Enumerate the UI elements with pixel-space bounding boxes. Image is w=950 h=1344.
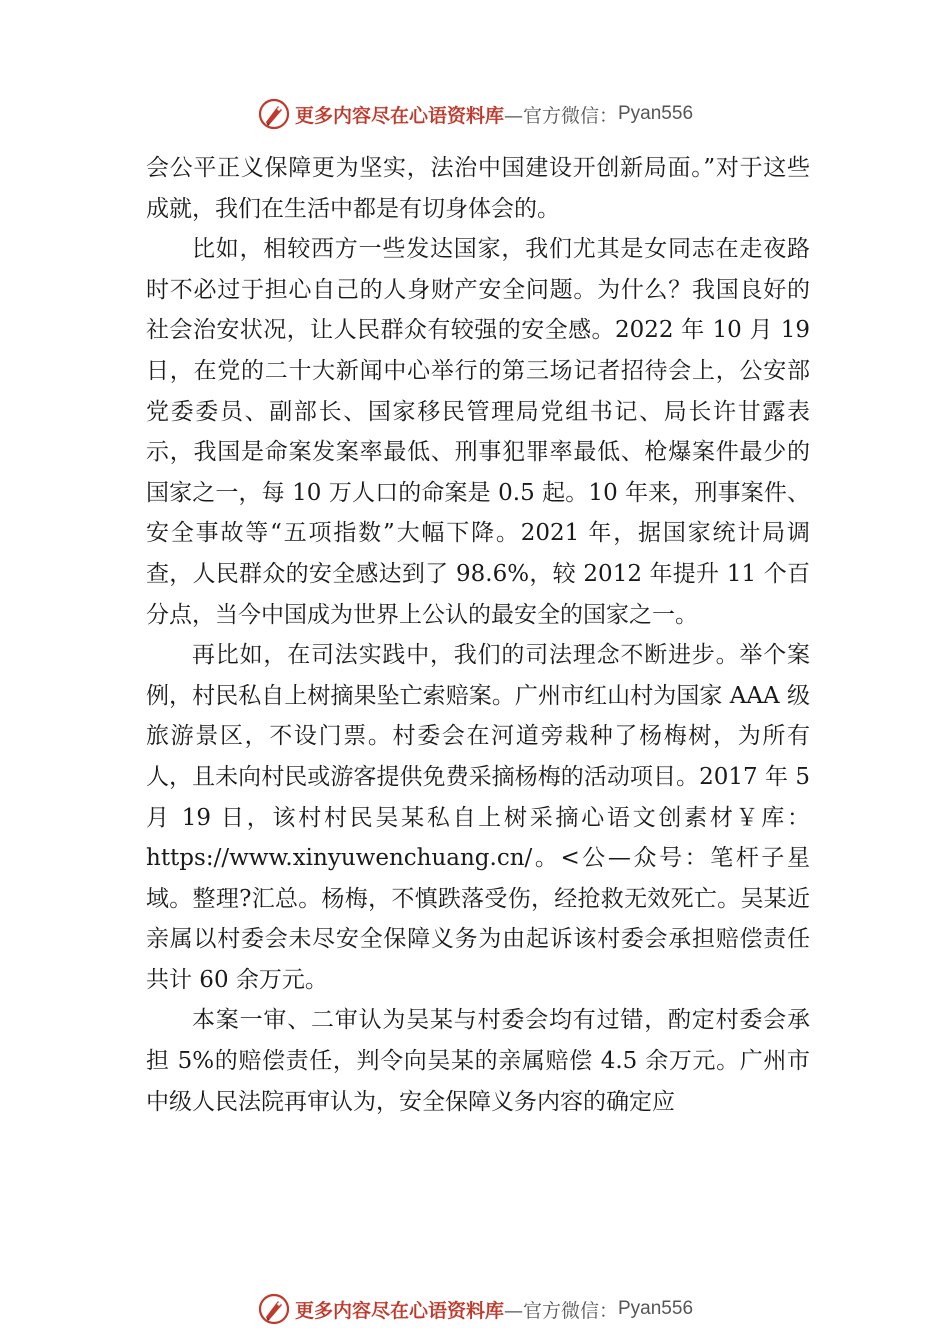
footer-banner-lead: 更多内容尽在心语资料库 [294, 1299, 504, 1322]
paragraph: 比如，相较西方一些发达国家，我们尤其是女同志在走夜路时不必过于担心自己的人身财产安全问题。为什么？我国良好的社会治安状况，让人民群众有较强的安全感。2022 年 10 月 19 日，在党的二十大新闻中心举行的第三场记者招待会上，公安部党委委员、副部长、国家移民管理局党组书记、局长许甘露表示，我国是命案发案率最低、刑事犯罪率最低、枪爆案件最少的国家之一，每 10 万人口的命案是 0.5 起。10 年来，刑事案件、安全事故等“五项指数”大幅下降。2021 年，据国家统计局调查，人民群众的安全感达到了 98.6%，较 2012 年提升 11 个百分点，当今中国成为世界上公认的最安全的国家之一。 [146, 236, 810, 628]
paragraph: 再比如，在司法实践中，我们的司法理念不断进步。举个案例，村民私自上树摘果坠亡索赔案。广州市红山村为国家 AAA 级旅游景区，不设门票。村委会在河道旁栽种了杨梅树，为所有人，且未向村民或游客提供免费采摘杨梅的活动项目。2017 年 5 月 19 日，该村村民吴某私自上树采摘心语文创素材￥库：https://www.xinyuwenchuang.cn/。<公—众号：笔杆子星域。整理?汇总。杨梅，不慎跌落受伤，经抢救无效死亡。吴某近亲属以村委会未尽安全保障义务为由起诉该村委会承担赔偿责任共计 60 余万元。 [146, 642, 810, 993]
document-body [146, 148, 810, 1122]
header-banner [0, 94, 950, 134]
pen-nib-logo-icon [257, 1292, 291, 1326]
paragraph: 本案一审、二审认为吴某与村委会均有过错，酌定村委会承担 5%的赔偿责任，判令向吴某的亲属赔偿 4.5 余万元。广州市中级人民法院再审认为，安全保障义务内容的确定应 [146, 1007, 810, 1115]
header-banner-lead: 更多内容尽在心语资料库 [294, 104, 504, 127]
footer-banner-id: Pyan556 [618, 1298, 694, 1319]
footer-banner-tail: —官方微信： [503, 1299, 618, 1322]
footer-banner [0, 1289, 950, 1329]
header-banner-tail: —官方微信： [503, 104, 618, 127]
header-banner-id: Pyan556 [618, 103, 694, 124]
paragraph: 会公平正义保障更为坚实，法治中国建设开创新局面。”对于这些成就，我们在生活中都是有切身体会的。 [146, 155, 810, 222]
pen-nib-logo-icon [257, 97, 291, 131]
